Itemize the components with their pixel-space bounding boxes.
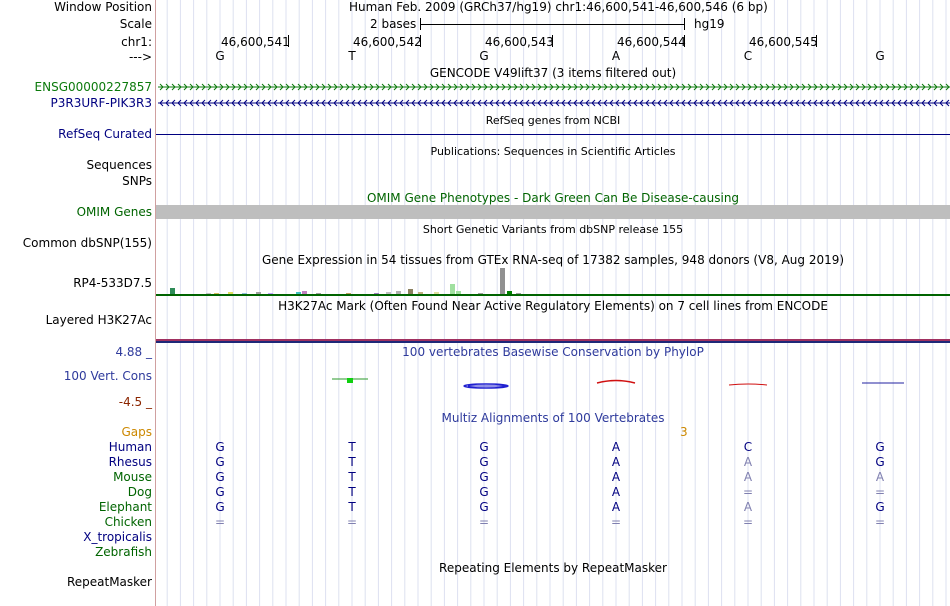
species-label[interactable]: X_tropicalis <box>83 530 152 544</box>
aligned-base: C <box>743 440 753 454</box>
position-label: 46,600,542 <box>353 35 422 49</box>
aligned-base: = <box>874 485 886 499</box>
aligned-base: A <box>611 440 621 454</box>
species-label[interactable]: Elephant <box>98 500 152 514</box>
rmsk-label[interactable]: RepeatMasker <box>66 575 152 589</box>
aligned-base: T <box>348 500 356 514</box>
aligned-base: A <box>743 470 753 484</box>
aligned-base: G <box>215 440 225 454</box>
pubs-track-title: Publications: Sequences in Scientific Articles <box>430 145 676 158</box>
species-label[interactable]: Dog <box>127 485 152 499</box>
cons-track-title: 100 vertebrates Basewise Conservation by PhyloP <box>402 345 704 359</box>
sequences-label[interactable]: Sequences <box>86 158 152 172</box>
window-position-text: Human Feb. 2009 (GRCh37/hg19) chr1:46,600,541-46,600,546 (6 bp) <box>349 0 768 14</box>
aligned-base: = <box>610 515 622 529</box>
gencode-gene2-feature[interactable] <box>158 98 950 108</box>
omim-track-title: OMIM Gene Phenotypes - Dark Green Can Be Disease-causing <box>366 191 740 205</box>
gencode-gene1-label[interactable]: ENSG00000227857 <box>34 80 152 94</box>
aligned-base: G <box>875 455 885 469</box>
aligned-base: A <box>611 455 621 469</box>
aligned-base: G <box>215 485 225 499</box>
species-label[interactable]: Mouse <box>113 470 152 484</box>
h3k27ac-track-title: H3K27Ac Mark (Often Found Near Active Regulatory Elements) on 7 cell lines from ENCODE <box>278 299 828 313</box>
aligned-base: = <box>214 515 226 529</box>
position-label: 46,600,541 <box>221 35 290 49</box>
reference-base: C <box>743 49 753 63</box>
aligned-base: G <box>875 500 885 514</box>
aligned-base: G <box>479 455 489 469</box>
scale-left-text: 2 bases <box>370 17 417 31</box>
cons-label[interactable]: 100 Vert. Cons <box>63 369 152 383</box>
aligned-base: G <box>215 470 225 484</box>
refseq-label[interactable]: RefSeq Curated <box>58 127 152 141</box>
gaps-value: 3 <box>680 425 688 439</box>
aligned-base: G <box>479 485 489 499</box>
gtex-track-title: Gene Expression in 54 tissues from GTEx RNA-seq of 17382 samples, 948 donors (V8, Aug 2019) <box>261 253 845 267</box>
refseq-feature-line[interactable] <box>156 134 950 135</box>
aligned-base: G <box>215 500 225 514</box>
cons-min-label: -4.5 _ <box>118 395 152 409</box>
chrom-label: chr1: <box>121 35 152 49</box>
aligned-base: G <box>479 440 489 454</box>
reference-base: A <box>611 49 621 63</box>
gtex-tissue-bar[interactable] <box>500 268 505 294</box>
aligned-base: = <box>742 485 754 499</box>
aligned-base: A <box>875 470 885 484</box>
gencode-gene1-feature[interactable] <box>158 82 950 92</box>
position-label: 46,600,544 <box>617 35 686 49</box>
species-label[interactable]: Human <box>108 440 152 454</box>
scale-bar-left-cap <box>420 18 421 30</box>
snps-label[interactable]: SNPs <box>122 174 152 188</box>
dbsnp-track-title: Short Genetic Variants from dbSNP release 155 <box>422 223 684 236</box>
dbsnp-label[interactable]: Common dbSNP(155) <box>22 236 152 250</box>
aligned-base: A <box>743 500 753 514</box>
aligned-base: = <box>874 515 886 529</box>
aligned-base: = <box>346 515 358 529</box>
reference-base: T <box>348 49 356 63</box>
scale-label: Scale <box>119 17 152 31</box>
gencode-gene2-label[interactable]: P3R3URF-PIK3R3 <box>50 96 152 110</box>
h3k27ac-label[interactable]: Layered H3K27Ac <box>45 313 152 327</box>
aligned-base: T <box>348 470 356 484</box>
reference-base: G <box>875 49 885 63</box>
refseq-track-title: RefSeq genes from NCBI <box>485 114 621 127</box>
cons-wiggle[interactable] <box>156 370 950 394</box>
scale-bar-right-cap <box>684 18 685 30</box>
aligned-base: G <box>479 500 489 514</box>
cons-max-label: 4.88 _ <box>115 345 152 359</box>
reference-base: G <box>479 49 489 63</box>
gtex-tissue-bar[interactable] <box>450 284 455 294</box>
h3k27ac-signal-band-2 <box>156 341 950 343</box>
omim-label[interactable]: OMIM Genes <box>76 205 152 219</box>
gtex-label[interactable]: RP4-533D7.5 <box>73 276 152 290</box>
aligned-base: A <box>611 470 621 484</box>
position-label: 46,600,545 <box>749 35 818 49</box>
species-label[interactable]: Zebrafish <box>95 545 152 559</box>
position-label: 46,600,543 <box>485 35 554 49</box>
aligned-base: G <box>875 440 885 454</box>
gencode-track-title: GENCODE V49lift37 (3 items filtered out) <box>429 66 677 80</box>
aligned-base: T <box>348 485 356 499</box>
species-label[interactable]: Rhesus <box>108 455 152 469</box>
aligned-base: = <box>478 515 490 529</box>
aligned-base: T <box>348 455 356 469</box>
gtex-baseline <box>156 294 950 296</box>
aligned-base: A <box>611 500 621 514</box>
window-position-label: Window Position <box>54 0 152 14</box>
gaps-label[interactable]: Gaps <box>121 425 152 439</box>
gtex-bar-chart[interactable] <box>156 268 950 294</box>
aligned-base: G <box>215 455 225 469</box>
aligned-base: T <box>348 440 356 454</box>
rmsk-track-title: Repeating Elements by RepeatMasker <box>439 561 667 575</box>
scale-bar <box>420 24 685 25</box>
aligned-base: A <box>743 455 753 469</box>
reference-base: G <box>215 49 225 63</box>
species-label[interactable]: Chicken <box>104 515 152 529</box>
omim-feature-bar[interactable] <box>156 205 950 219</box>
aligned-base: G <box>479 470 489 484</box>
aligned-base: A <box>611 485 621 499</box>
scale-right-text: hg19 <box>694 17 725 31</box>
aligned-base: = <box>742 515 754 529</box>
multiz-track-title: Multiz Alignments of 100 Vertebrates <box>441 411 665 425</box>
strand-arrow-label: ---> <box>128 50 152 64</box>
